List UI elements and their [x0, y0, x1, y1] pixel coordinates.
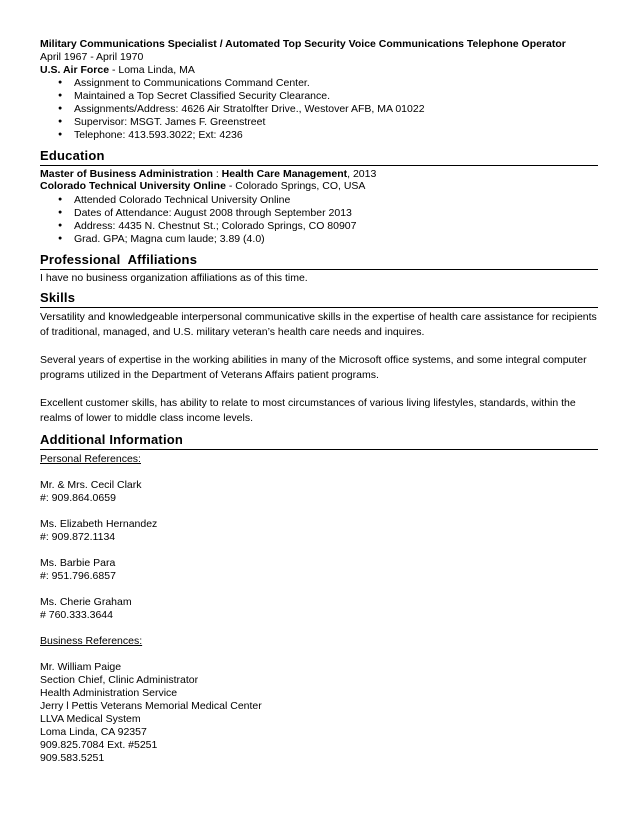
reference-phone: #: 909.872.1134 — [40, 531, 116, 544]
reference-phone: #: 909.864.0659 — [40, 492, 116, 505]
degree-year: , 2013 — [347, 167, 377, 180]
job-location: - Loma Linda, MA — [109, 63, 195, 76]
education-bullet-list — [40, 194, 598, 246]
reference-name: Ms. Elizabeth Hernandez — [40, 518, 158, 531]
skills-paragraph-line: Several years of expertise in the working abilities in many of the Microsoft office systems, and some integral computer — [40, 354, 587, 367]
skills-paragraph — [40, 310, 598, 340]
business-reference-name: Mr. William Paige — [40, 661, 122, 674]
list-item: ● Attended Colorado Technical University Online — [74, 194, 598, 207]
skills-paragraph — [40, 396, 598, 426]
list-item: ● Grad. GPA; Magna cum laude; 3.89 (4.0) — [74, 233, 598, 246]
reference-phone: #: 951.796.6857 — [40, 570, 116, 583]
job-employer: U.S. Air Force — [40, 63, 110, 76]
degree-line — [40, 168, 598, 181]
skills-paragraph-line: programs utilized in the Department of Veterans Affairs patient programs. — [40, 369, 379, 382]
business-reference-line: 909.583.5251 — [40, 752, 105, 765]
list-item: ● Address: 4435 N. Chestnut St.; Colorado Springs, CO 80907 — [74, 220, 598, 233]
reference-name: Mr. & Mrs. Cecil Clark — [40, 479, 142, 492]
business-reference-line: LLVA Medical System — [40, 713, 141, 726]
reference-name: Ms. Cherie Graham — [40, 596, 132, 609]
list-item: ● Dates of Attendance: August 2008 through September 2013 — [74, 207, 598, 220]
job-dates: April 1967 - April 1970 — [40, 51, 144, 63]
job-title: Military Communications Specialist / Automated Top Security Voice Communications Telephone Operator — [40, 38, 566, 50]
list-item: ● Assignments/Address: 4626 Air Stratolfter Drive., Westover AFB, MA 01022 — [74, 103, 598, 116]
skills-heading: Skills — [40, 290, 598, 308]
business-reference-line: 909.825.7084 Ext. #5251 — [40, 739, 158, 752]
skills-paragraph-line: Excellent customer skills, has ability to relate to most circumstances of various living lifestyles, standards, within the — [40, 397, 576, 410]
business-reference-line: Loma Linda, CA 92357 — [40, 726, 147, 739]
degree-field: Health Care Management — [221, 167, 348, 180]
skills-paragraph — [40, 353, 598, 383]
job-employer-line — [40, 64, 598, 77]
affiliations-heading: Professional Affiliations — [40, 252, 598, 270]
business-reference-line: Jerry l Pettis Veterans Memorial Medical Center — [40, 700, 262, 713]
resume-page — [40, 38, 598, 765]
school-line — [40, 180, 598, 193]
reference-name: Ms. Barbie Para — [40, 557, 116, 570]
additional-heading: Additional Information — [40, 432, 598, 450]
list-item: ● Supervisor: MSGT. James F. Greenstreet — [74, 116, 598, 129]
school-name: Colorado Technical University Online — [40, 180, 226, 193]
personal-references-heading: Personal References: — [40, 453, 141, 466]
business-reference-line: Section Chief, Clinic Administrator — [40, 674, 199, 687]
skills-paragraph-line: realms of lower to middle class income levels. — [40, 412, 253, 425]
affiliations-text: I have no business organization affiliations as of this time. — [40, 271, 308, 284]
school-location: - Colorado Springs, CO, USA — [225, 180, 366, 193]
degree-name: Master of Business Administration — [40, 167, 213, 180]
skills-paragraph-line: of traditional, managed, and U.S. military veteran’s health care needs and inquires. — [40, 326, 425, 339]
business-reference-line: Health Administration Service — [40, 687, 178, 700]
job-bullet-list — [40, 77, 598, 142]
list-item: ● Telephone: 413.593.3022; Ext: 4236 — [74, 129, 598, 142]
reference-phone: # 760.333.3644 — [40, 609, 113, 622]
education-heading: Education — [40, 148, 598, 166]
degree-separator: : — [212, 167, 222, 180]
list-item: ● Maintained a Top Secret Classified Security Clearance. — [74, 90, 598, 103]
business-references-heading: Business References: — [40, 635, 143, 648]
list-item: ● Assignment to Communications Command Center. — [74, 77, 598, 90]
skills-paragraph-line: Versatility and knowledgeable interpersonal communicative skills in the expertise of health care assistance for recipients — [40, 311, 597, 324]
